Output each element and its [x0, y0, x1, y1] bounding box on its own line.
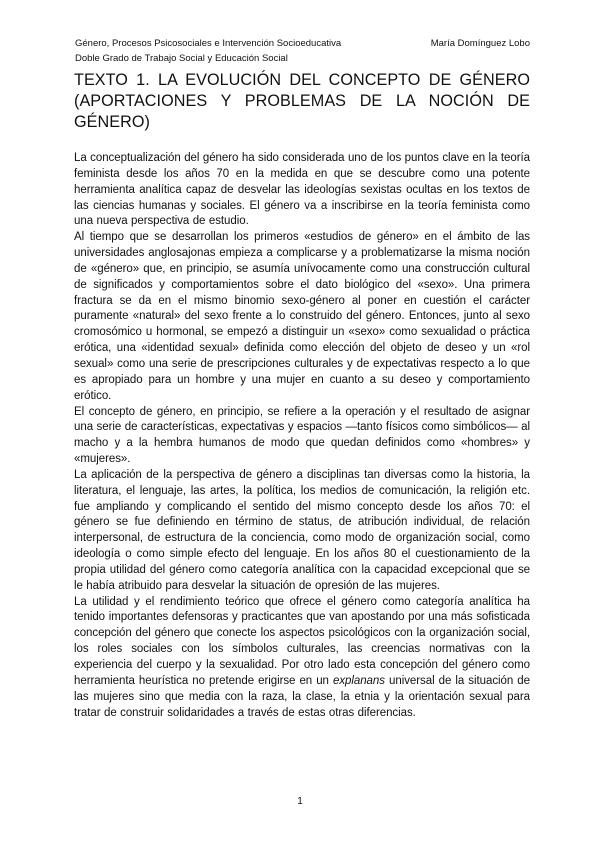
paragraph-2: Al tiempo que se desarrollan los primeros «estudios de género» en el ámbito de las universidades anglosajonas empieza a complicarse y a problematizarse la misma noción de «género» que, en principio, se asumía unívocamente como una construcción cultural de significados y comportamientos sobre el dato biológico del «sexo». Una primera fractura se da en el mismo binomio sexo-género al poner en cuestión el carácter puramente «natural» del sexo frente a lo construido del género. Entonces, junto al sexo cromosómico u hormonal, se empezó a distinguir un «sexo» como sexualidad o práctica erótica, una «identidad sexual» definida como elección del objeto de deseo y un «rol sexual» como una serie de prescripciones culturales y de expectativas respecto a lo que es apropiado para un hombre y una mujer en cuanto a su deseo y comportamiento erótico.	[74, 231, 530, 402]
course-title: Género, Procesos Psicosociales e Intervención Socioeducativa	[75, 38, 342, 49]
page-header	[75, 36, 530, 66]
paragraph-5-after: universal de la situación de las mujeres sino que media con la raza, la clase, la etnia y la orientación sexual para tratar de construir solidaridades a través de estas otras diferencias.	[74, 674, 530, 719]
degree-name: Doble Grado de Trabajo Social y Educación Social	[75, 53, 288, 64]
header-row	[75, 36, 530, 51]
document-body	[74, 151, 530, 721]
paragraph-1: La conceptualización del género ha sido considerada uno de los puntos clave en la teoría feminista desde los años 70 en la medida en que se descubre como una potente herramienta analítica capaz de desvelar las ideologías sexistas ocultas en los textos de las ciencias humanas y sociales. El género va a inscribirse en la teoría feminista como una nueva perspectiva de estudio.	[74, 152, 530, 228]
page-number: 1	[297, 796, 303, 807]
paragraph-5-before: La utilidad y el rendimiento teórico que ofrece el género como categoría analítica ha tenido importantes defensoras y practicantes que van apostando por una más sofisticada concepción del género que conecte los aspectos psicológicos con la organización social, los roles sociales con los símbolos culturales, las creencias normativas con la experiencia del cuerpo y la sexualidad. Por otro lado esta concepción del género como herramienta heurística no pretende erigirse en un	[74, 595, 530, 687]
paragraph-4: La aplicación de la perspectiva de género a disciplinas tan diversas como la historia, la literatura, el lenguaje, las artes, la política, los medios de comunicación, la religión etc. fue ampliando y complicando el sentido del mismo concepto desde los años 70: el género se fue definiendo en término de status, de atribución individual, de relación interpersonal, de estructura de la conciencia, como modo de organización social, como ideología o como simple efecto del lenguaje. En los años 80 el cuestionamiento de la propia utilidad del género como categoría analítica con la capacidad excepcional que se le había atribuido para desvelar la situación de opresión de las mujeres.	[74, 468, 530, 592]
paragraph-5-italic-term: explanans	[332, 674, 385, 687]
paragraph-3: El concepto de género, en principio, se refiere a la operación y el resultado de asignar una serie de características, expectativas y espacios —tanto físicos como simbólicos— al macho y a la hembra humanos de modo que quedan definidos como «hombres» y «mujeres».	[74, 405, 530, 466]
paragraph-5	[74, 595, 530, 722]
document-title: TEXTO 1. LA EVOLUCIÓN DEL CONCEPTO DE GÉNERO (APORTACIONES Y PROBLEMAS DE LA NOCIÓN DE GÉNERO)	[74, 71, 530, 131]
author-name: María Domínguez Lobo	[430, 38, 530, 49]
